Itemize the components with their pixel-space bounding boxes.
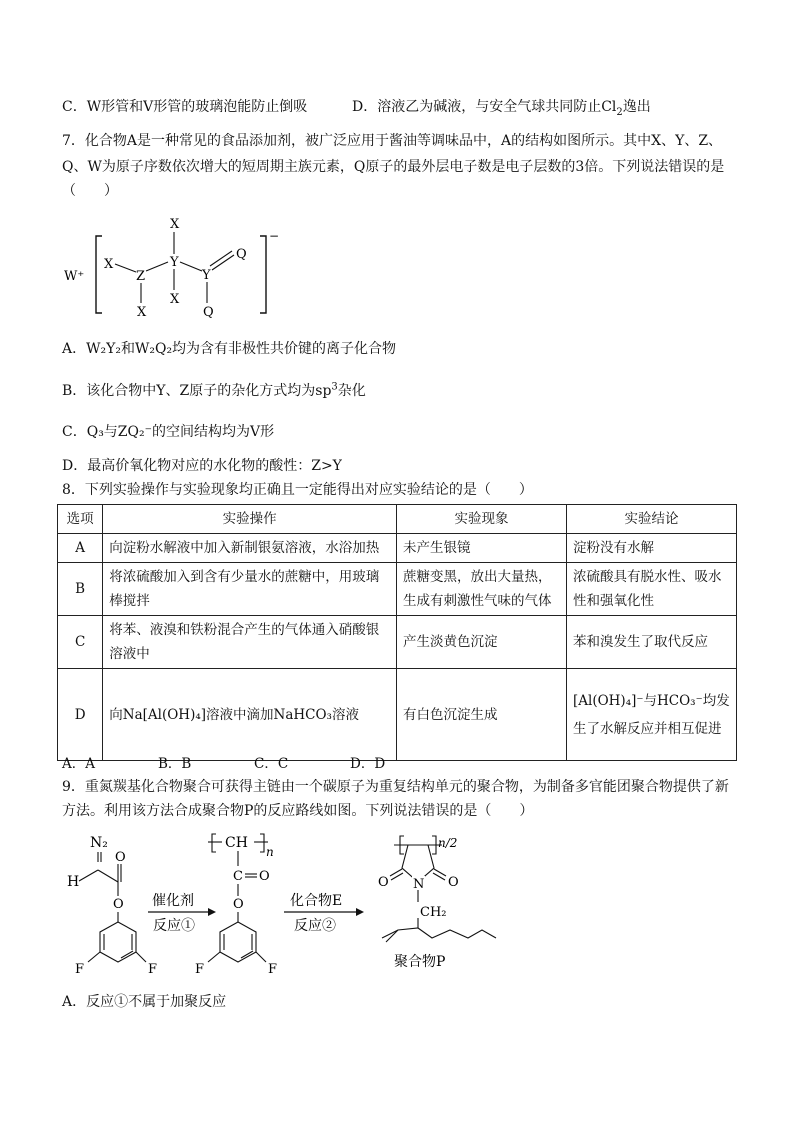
header-option: 选项 xyxy=(58,505,103,534)
table-row xyxy=(58,563,737,616)
o-ester-2-label: O xyxy=(233,897,244,912)
row-b-option: B xyxy=(58,563,103,616)
row-c-operation: 将苯、液溴和铁粉混合产生的气体通入硝酸银溶液中 xyxy=(103,616,397,669)
atom-x-mid-bottom: X xyxy=(170,292,180,307)
atom-y-center: Y xyxy=(170,255,179,270)
c-label: C xyxy=(233,869,243,884)
o-ester-label: O xyxy=(113,897,124,912)
q7-stem-line3: （ ） xyxy=(62,183,118,199)
f-right-2-label: F xyxy=(268,962,278,977)
polymer-p-label: 聚合物P xyxy=(394,954,446,970)
row-c-option: C xyxy=(58,616,103,669)
q7-option-c: C．Q₃与ZQ₂⁻的空间结构均为V形 xyxy=(62,424,275,440)
q6-option-d: D．溶液乙为碱液，与安全气球共同防止$Cl_2$逸出 xyxy=(352,99,651,118)
q9-option-a: A．反应①不属于加聚反应 xyxy=(62,994,227,1010)
table-row xyxy=(58,669,737,761)
row-b-phenomenon: 蔗糖变黑，放出大量热，生成有刺激性气味的气体 xyxy=(396,563,566,616)
q7-stem-line1: 7．化合物A是一种常见的食品添加剂，被广泛应用于酱油等调味品中，A的结构如图所示。其中X、Y、Z、 xyxy=(62,133,723,149)
atom-q-top: Q xyxy=(236,247,247,262)
h-label: H xyxy=(67,874,80,890)
arrow2-compound-label: 化合物E xyxy=(290,893,343,909)
row-d-conclusion: [Al(OH)₄]⁻与HCO₃⁻均发生了水解反应并相互促进 xyxy=(566,669,736,761)
q8-choices xyxy=(62,752,446,772)
choice-d: D．D xyxy=(350,756,386,772)
f-right-label: F xyxy=(148,962,158,977)
atom-x-left: X xyxy=(104,257,114,272)
row-b-conclusion: 浓硫酸具有脱水性、吸水性和强氧化性 xyxy=(566,563,736,616)
o-carbonyl-2-label: O xyxy=(259,869,270,884)
choice-b: B．B xyxy=(158,756,192,772)
row-d-option: D xyxy=(58,669,103,761)
q6-option-c: C．W形管和V形管的玻璃泡能防止倒吸 xyxy=(62,99,308,115)
arrow2-reaction-label: 反应② xyxy=(294,918,336,934)
q9-stem-line1: 9．重氮羰基化合物聚合可获得主链由一个碳原子为重复结构单元的聚合物，为制备多官能团聚合物提供了新 xyxy=(62,779,729,795)
q8-experiment-table xyxy=(57,504,737,761)
table-row xyxy=(58,616,737,669)
o-carbonyl-label: O xyxy=(115,850,126,865)
row-a-option: A xyxy=(58,534,103,563)
choice-c: C．C xyxy=(254,756,289,772)
header-phenomenon: 实验现象 xyxy=(396,505,566,534)
q9-reaction-scheme xyxy=(60,826,520,982)
o-imide-left-label: O xyxy=(378,875,389,890)
q8-stem: 8．下列实验操作与实验现象均正确且一定能得出对应实验结论的是（ ） xyxy=(62,482,533,498)
n-label: n xyxy=(266,845,274,859)
row-a-conclusion: 淀粉没有水解 xyxy=(566,534,736,563)
n-imide-label: N xyxy=(413,877,425,892)
anion-charge: − xyxy=(269,229,280,243)
header-conclusion: 实验结论 xyxy=(566,505,736,534)
atom-x-top: X xyxy=(170,217,180,232)
table-row xyxy=(58,534,737,563)
q7-option-d: D．最高价氧化物对应的水化物的酸性：Z>Y xyxy=(62,458,342,474)
arrow1-catalyst-label: 催化剂 xyxy=(152,893,194,909)
n2-label: N₂ xyxy=(90,835,108,851)
arrow1-reaction-label: 反应① xyxy=(153,918,195,934)
row-a-phenomenon: 未产生银镜 xyxy=(396,534,566,563)
row-a-operation: 向淀粉水解液中加入新制银氨溶液，水浴加热 xyxy=(103,534,397,563)
table-header-row xyxy=(58,505,737,534)
choice-a: A．A xyxy=(62,756,95,772)
n-half-label: n/2 xyxy=(438,836,458,850)
atom-q-bottom: Q xyxy=(203,305,214,320)
ch-label: CH xyxy=(225,835,248,851)
q9-stem-line2: 方法。利用该方法合成聚合物P的反应路线如图。下列说法错误的是（ ） xyxy=(62,803,534,819)
f-left-2-label: F xyxy=(195,962,205,977)
row-b-operation: 将浓硫酸加入到含有少量水的蔗糖中，用玻璃棒搅拌 xyxy=(103,563,397,616)
o-imide-right-label: O xyxy=(448,875,459,890)
row-d-operation: 向Na[Al(OH)₄]溶液中滴加NaHCO₃溶液 xyxy=(103,669,397,761)
atom-y-right: Y xyxy=(202,268,211,283)
atom-z: Z xyxy=(136,269,146,284)
cation-label: W⁺ xyxy=(64,269,85,284)
q7-option-b: B．该化合物中Y、Z原子的杂化方式均为$sp^3$杂化 xyxy=(62,381,366,399)
q7-option-a: A．W₂Y₂和W₂Q₂均为含有非极性共价键的离子化合物 xyxy=(62,341,397,357)
f-left-label: F xyxy=(75,962,85,977)
row-c-conclusion: 苯和溴发生了取代反应 xyxy=(566,616,736,669)
row-d-phenomenon: 有白色沉淀生成 xyxy=(396,669,566,761)
q7-stem-line2: Q、W为原子序数依次增大的短周期主族元素，Q原子的最外层电子数是电子层数的3倍。下列说法错误的是 xyxy=(62,159,725,175)
row-c-phenomenon: 产生淡黄色沉淀 xyxy=(396,616,566,669)
atom-x-bottom-left: X xyxy=(137,305,147,320)
q7-structure-diagram xyxy=(60,210,290,320)
header-operation: 实验操作 xyxy=(103,505,397,534)
ch2-label: CH₂ xyxy=(420,905,447,920)
